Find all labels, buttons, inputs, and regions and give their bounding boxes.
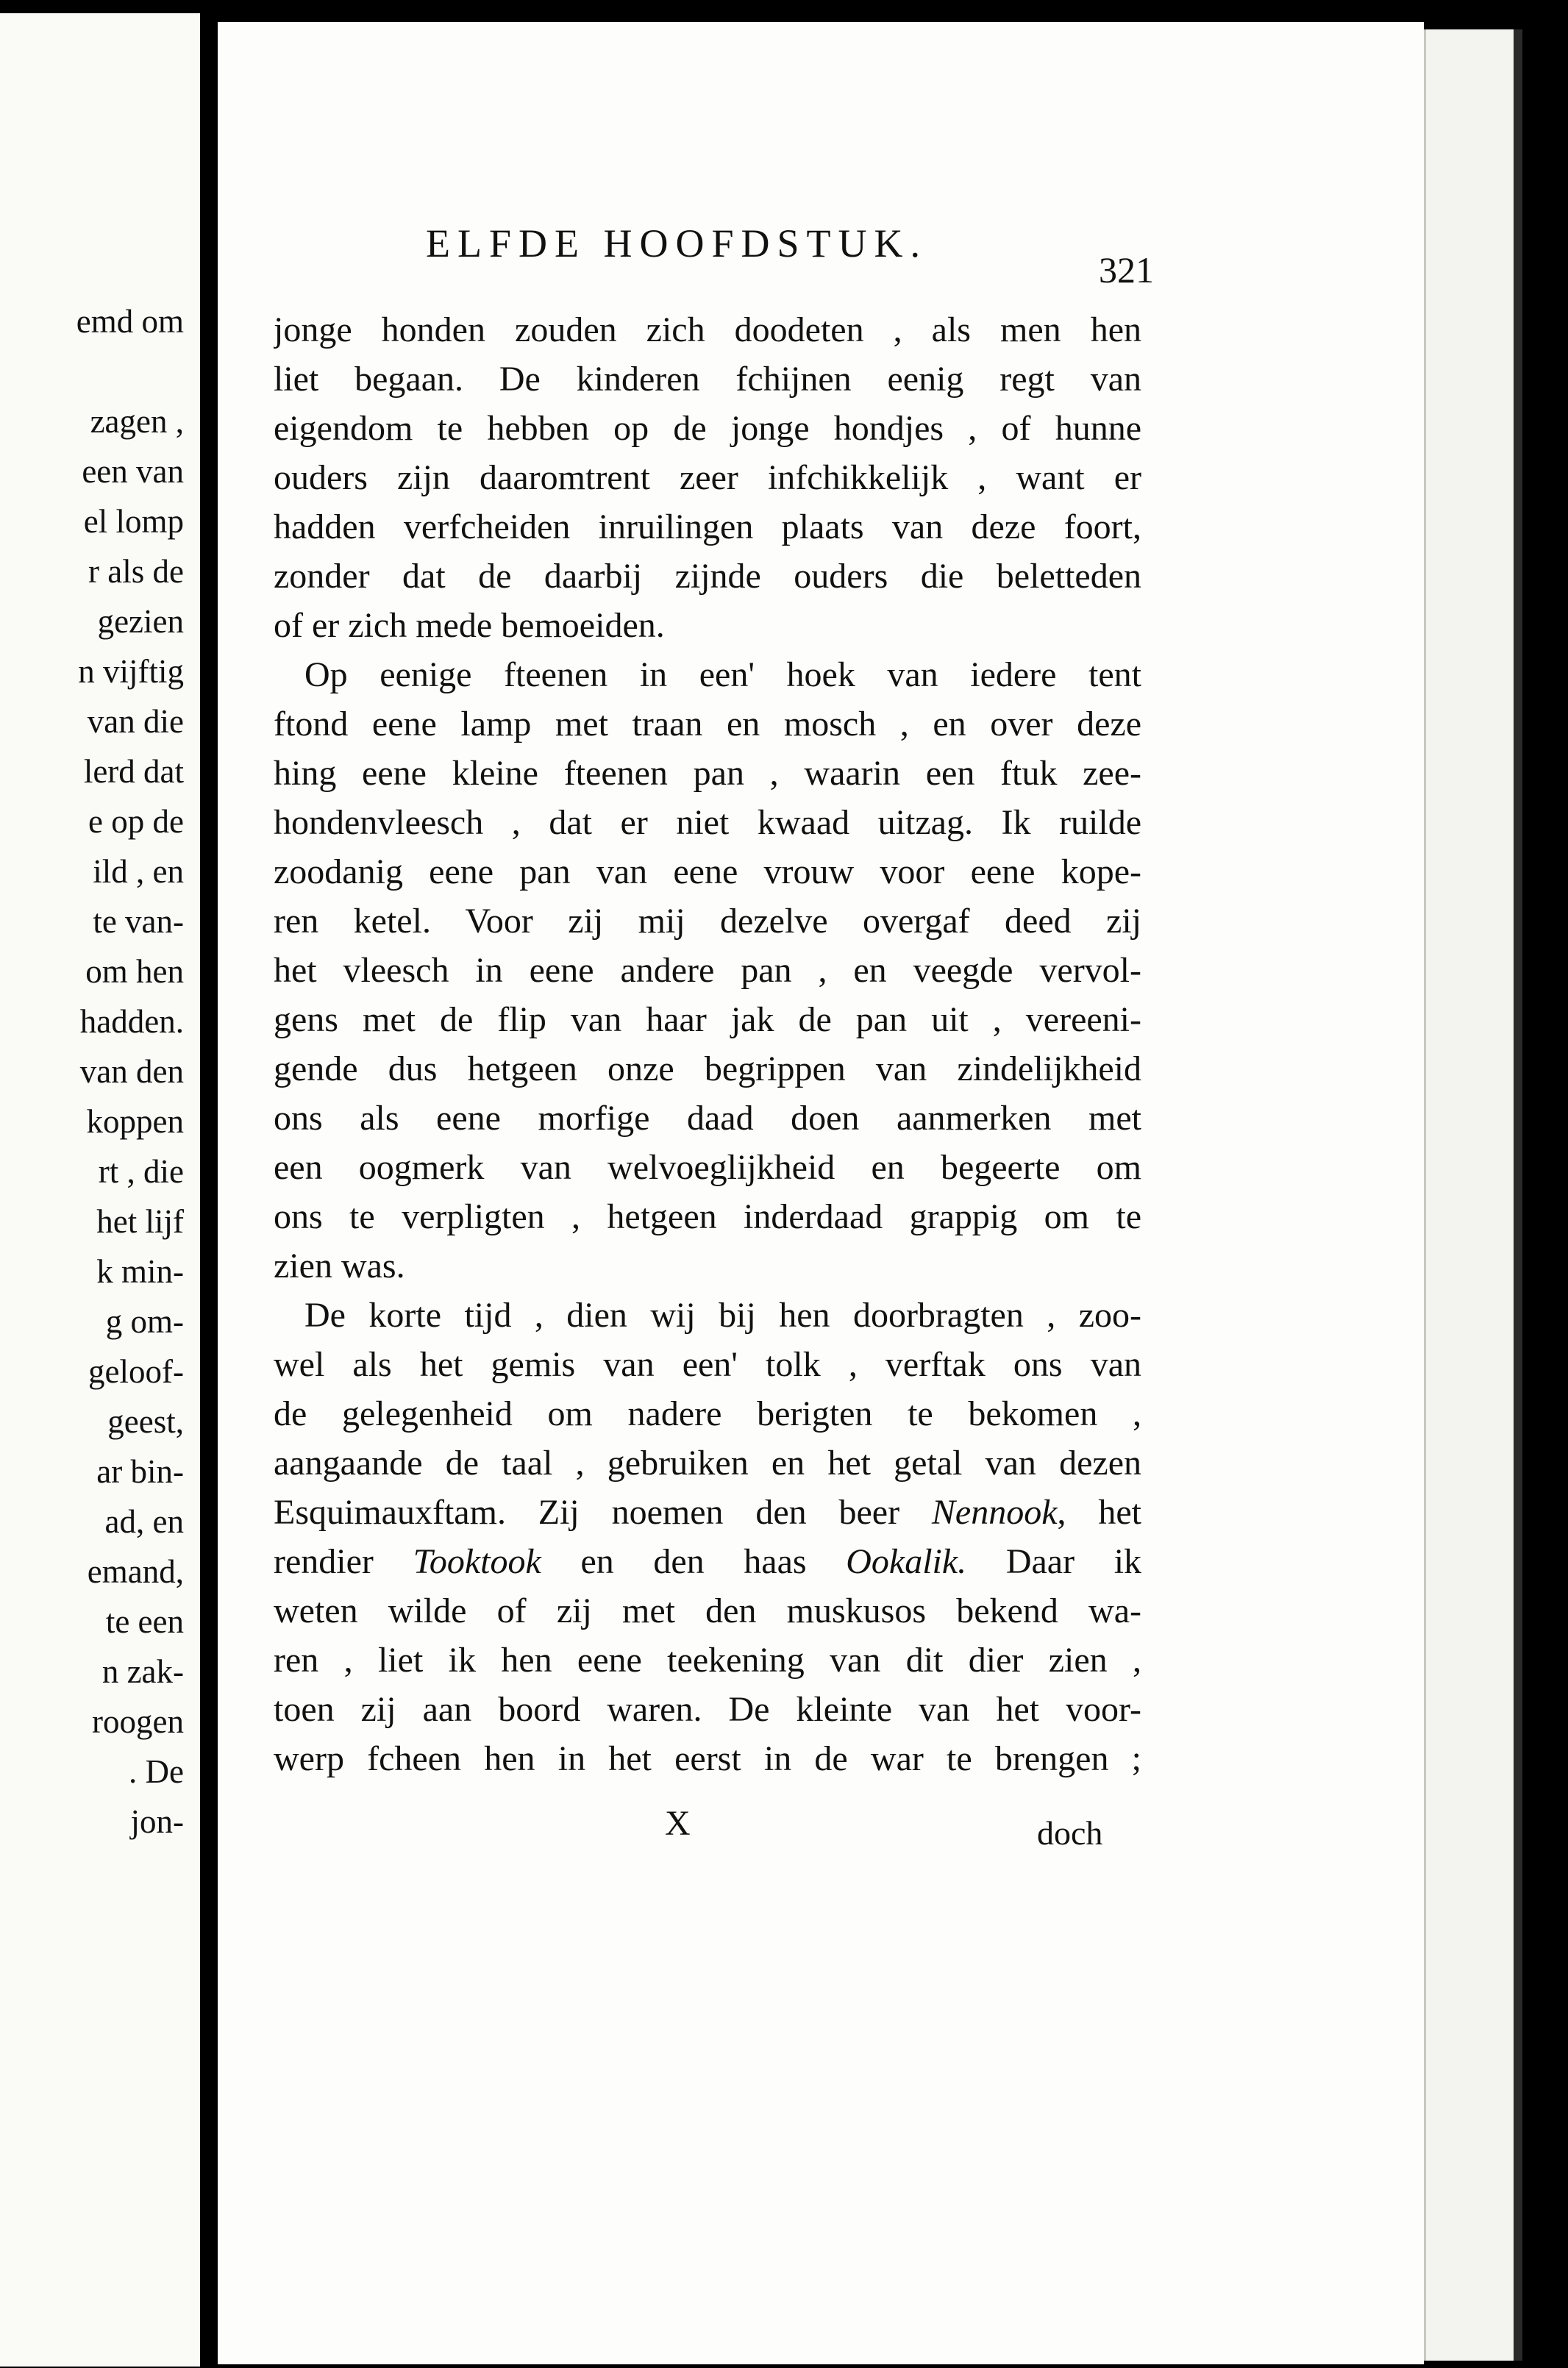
left-fragment: om hen [85,953,184,990]
text-line-mixed [274,1488,1141,1537]
text-line-mixed [274,1537,1141,1586]
left-fragment: ar bin- [96,1453,184,1490]
text-line: gens met de flip van haar jak de pan uit , vereeni- [274,1000,1141,1039]
page-number: 321 [1099,249,1154,290]
left-fragment: emd om [76,303,184,340]
left-fragment: zagen , [90,403,184,440]
text-segment: rendier [274,1542,374,1581]
text-line: Op eenige fteenen in een' hoek van iedere tent [304,655,1141,694]
italic-name: Ookalik. [846,1542,967,1581]
left-fragment: geloof- [88,1353,184,1390]
text-line: gende dus hetgeen onze begrippen van zindelijkheid [274,1049,1141,1088]
text-line: jonge honden zouden zich doodeten , als men hen [274,310,1141,349]
text-line: hadden verfcheiden inruilingen plaats van deze foort, [274,507,1141,546]
left-fragment: emand, [87,1553,184,1590]
text-line: ons als eene morfige daad doen aanmerken met [274,1099,1141,1138]
left-fragment: el lomp [83,503,184,540]
body-text [274,305,1141,1783]
text-segment: , het [1057,1493,1141,1532]
left-fragment: k min- [96,1253,184,1290]
text-line: een oogmerk van welvoeglijkheid en begeerte om [274,1148,1141,1187]
previous-page-strip [0,13,200,2367]
signature-mark: X [665,1804,691,1843]
left-fragment: hadden. [79,1003,184,1040]
left-fragment: n zak- [101,1653,184,1690]
text-line: ren , liet ik hen eene teekening van dit dier zien , [274,1641,1141,1680]
left-fragment: ad, en [104,1503,184,1540]
left-fragment: roogen [92,1703,184,1740]
text-line: het vleesch in eene andere pan , en veegde vervol- [274,951,1141,990]
text-line: wel als het gemis van een' tolk , verftak ons van [274,1345,1141,1384]
left-fragment: n vijftig [78,653,184,690]
left-fragment: te van- [93,903,184,940]
text-line: of er zich mede bemoeiden. [274,606,665,645]
left-fragment: r als de [88,553,184,590]
text-line: de gelegenheid om nadere berigten te bekomen , [274,1394,1141,1433]
left-fragment: ild , en [93,853,184,890]
catchword: doch [1037,1814,1103,1852]
left-fragment: geest, [107,1403,184,1440]
left-fragment: lerd dat [83,753,184,790]
text-line: zoodanig eene pan van eene vrouw voor eene kope- [274,852,1141,891]
text-segment: Daar ik [1005,1542,1141,1581]
text-line: liet begaan. De kinderen fchijnen eenig regt van [274,360,1141,399]
text-line: aangaande de taal , gebruiken en het getal van dezen [274,1444,1141,1483]
left-fragment: koppen [86,1103,184,1140]
text-line: eigendom te hebben op de jonge hondjes , of hunne [274,409,1141,448]
text-line: ons te verpligten , hetgeen inderdaad grappig om te [274,1197,1141,1236]
left-fragment: g om- [105,1303,184,1340]
left-fragment: e op de [88,803,184,840]
text-line: zonder dat de daarbij zijnde ouders die beletteden [274,557,1141,596]
page-fore-edge [1424,29,1516,2361]
left-fragment: gezien [97,603,184,640]
text-line: ren ketel. Voor zij mij dezelve overgaf deed zij [274,902,1141,941]
text-line: toen zij aan boord waren. De kleinte van het voor- [274,1690,1141,1729]
italic-name: Tooktook [413,1542,541,1581]
left-fragment: rt , die [98,1153,184,1190]
running-head: ELFDE HOOFDSTUK. [425,221,928,265]
text-line: ouders zijn daaromtrent zeer infchikkelijk , want er [274,458,1141,497]
text-segment: en den haas [580,1542,807,1581]
italic-name: Nennook [931,1493,1058,1532]
text-line: weten wilde of zij met den muskusos bekend wa- [274,1591,1141,1630]
left-fragment: . De [129,1753,184,1790]
previous-page-line-fragments [76,296,184,1847]
text-segment: Esquimauxftam. Zij noemen den beer [274,1493,900,1532]
text-line: hing eene kleine fteenen pan , waarin een ftuk zee- [274,754,1141,793]
left-fragment: het lijf [96,1203,184,1240]
text-line: hondenvleesch , dat er niet kwaad uitzag. Ik ruilde [274,803,1141,842]
text-line: De korte tijd , dien wij bij hen doorbragten , zoo- [304,1296,1141,1335]
text-line: zien was. [274,1247,405,1285]
page-edge-shadow [1514,29,1522,2361]
left-fragment: te een [105,1603,184,1640]
left-fragment: van den [79,1053,184,1090]
left-fragment: jon- [130,1803,184,1840]
left-fragment: van die [87,703,184,740]
text-line: werp fcheen hen in het eerst in de war te brengen ; [274,1739,1141,1778]
left-fragment: een van [82,453,184,490]
text-line: ftond eene lamp met traan en mosch , en over deze [274,705,1141,743]
